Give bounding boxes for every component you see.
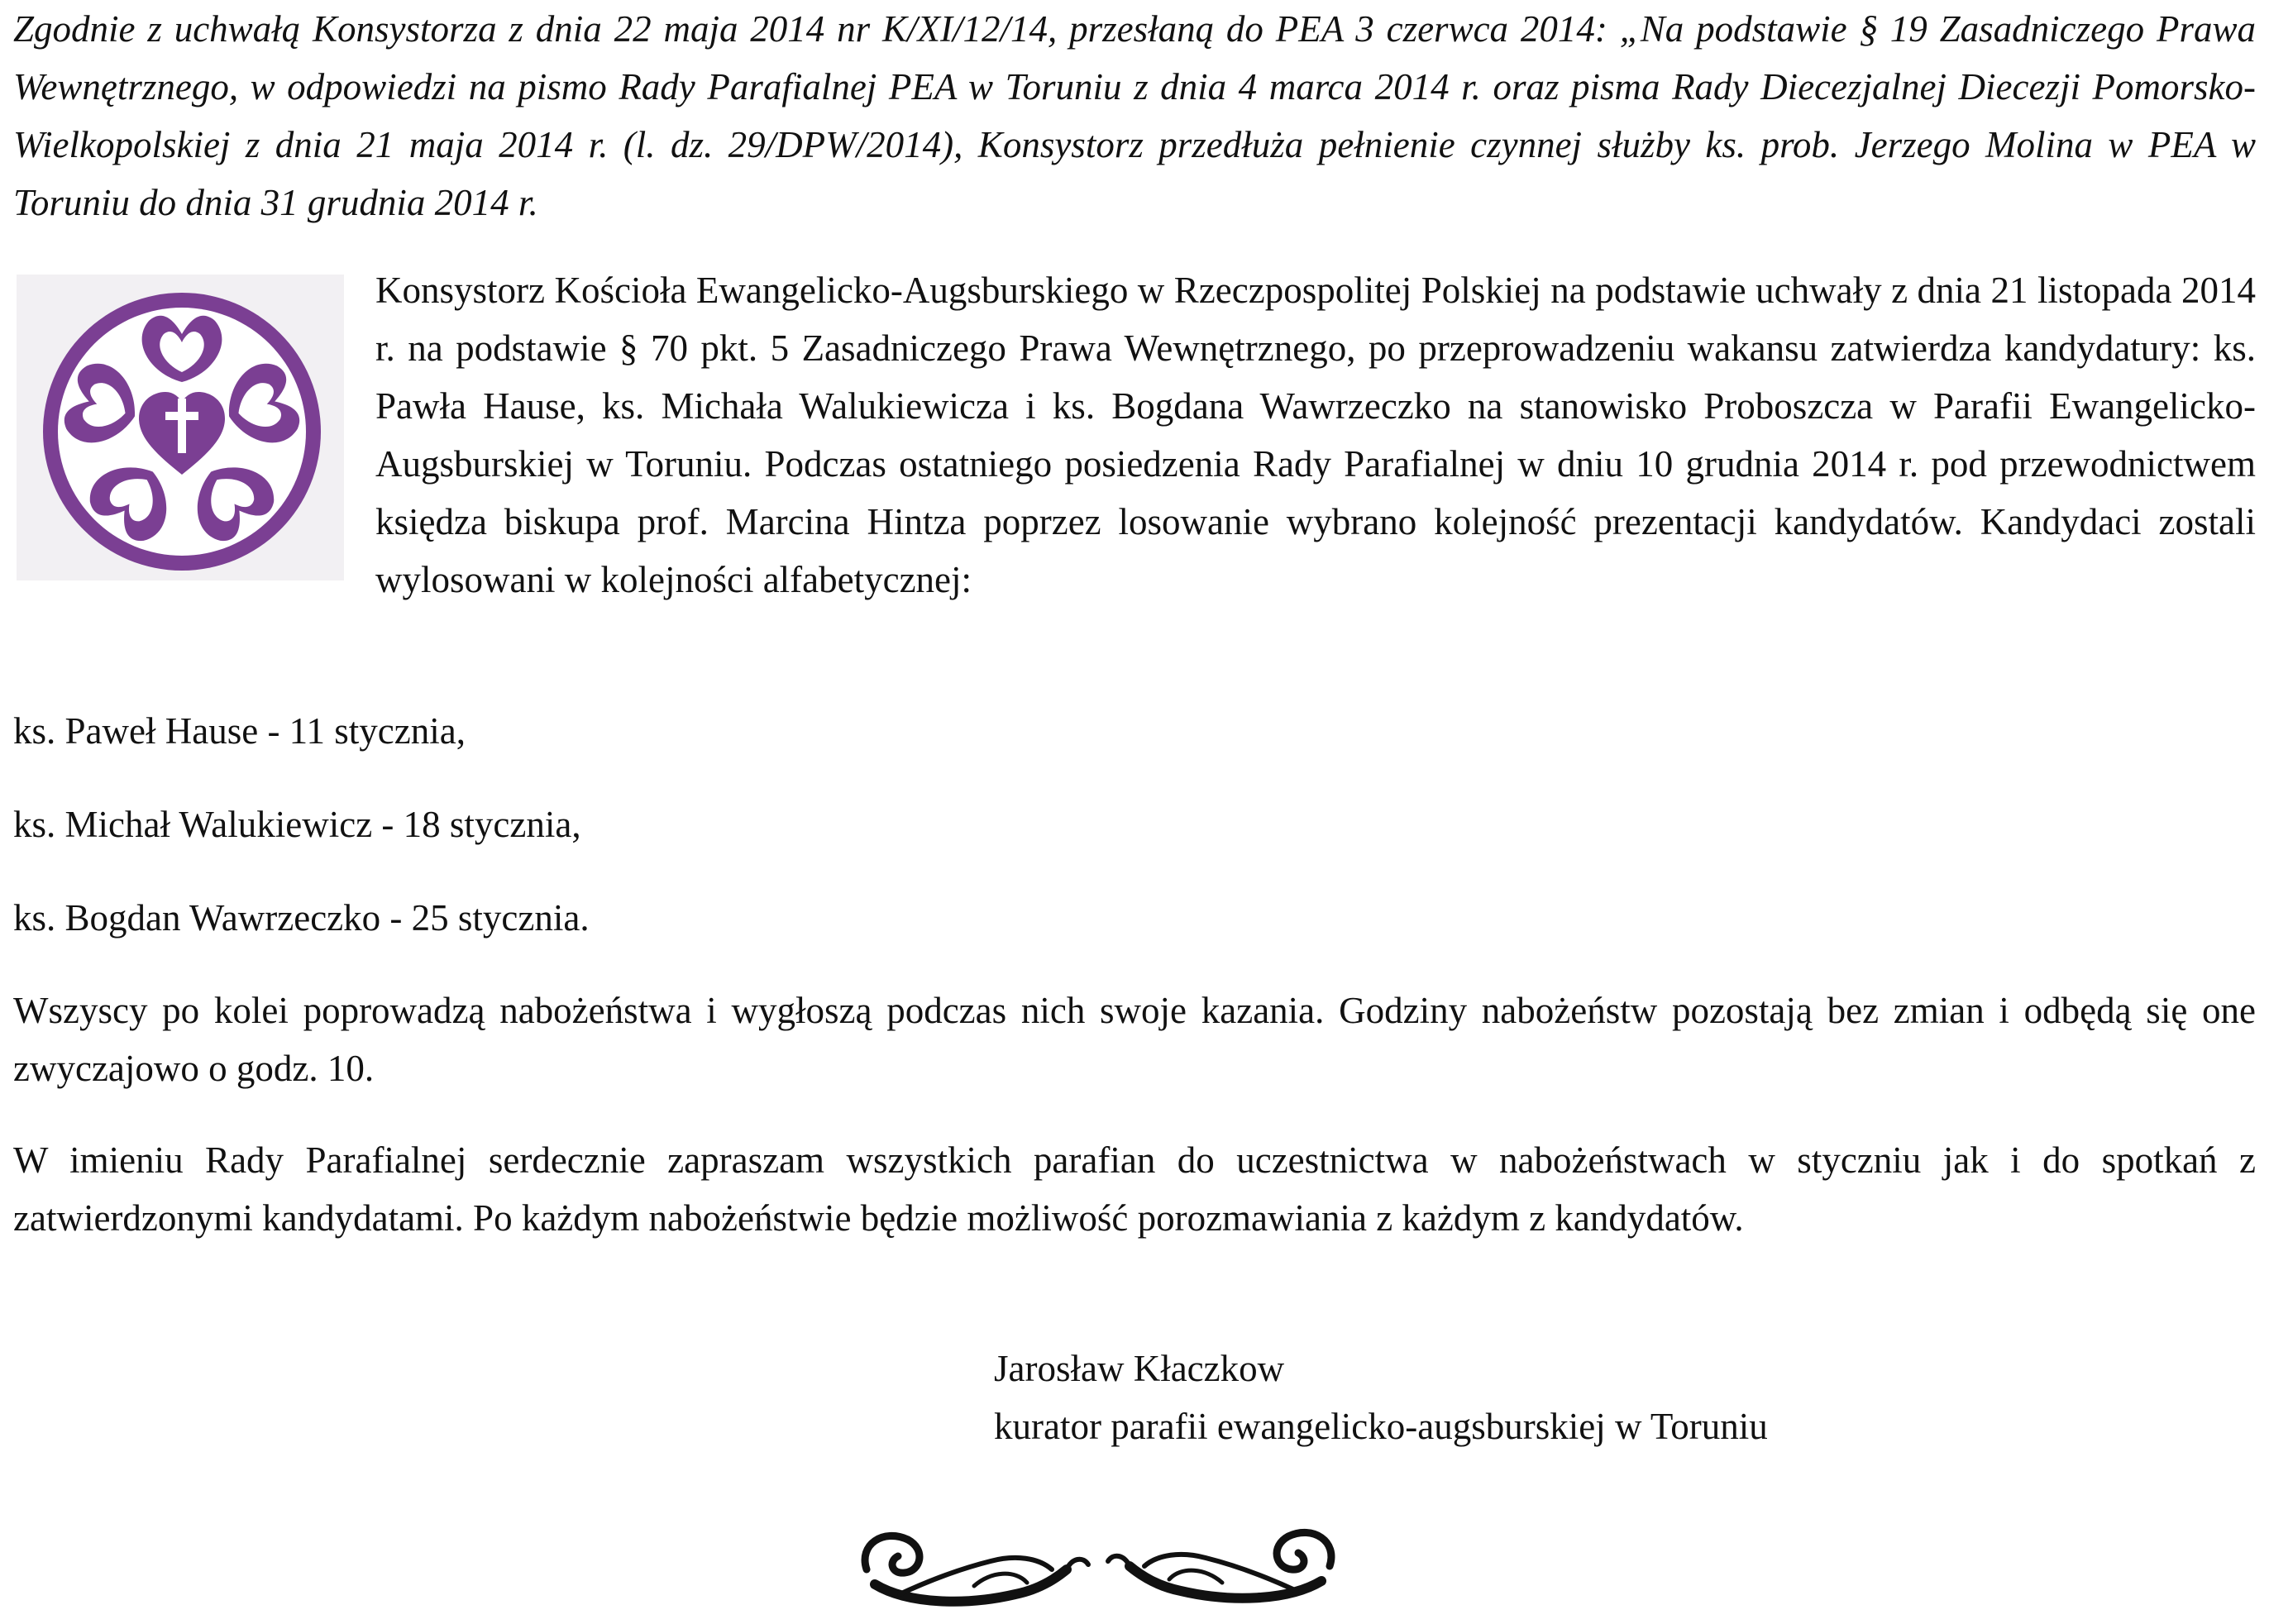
- intro-paragraph: [13, 0, 2256, 232]
- signature-name: Jarosław Kłaczkow: [994, 1348, 1285, 1389]
- document-page: [13, 0, 2256, 1624]
- intro-lead: Zgodnie z uchwałą Konsystorza z dnia 22 maja 2014 nr K/XI/12/14, przesłaną do PEA 3 czerwca 2014:: [13, 8, 1620, 50]
- candidate-item: ks. Michał Walukiewicz - 18 stycznia,: [13, 804, 581, 845]
- konsystorz-text: Konsystorz Kościoła Ewangelicko-Augsburskiego w Rzeczpospolitej Polskiej na podstawie uchwały z dnia 21 listopada 2014 r. na podstawie § 70 pkt. 5 Zasadniczego Prawa Wewnętrznego, po przeprowadzeniu wakansu zatwierdza kandydatury: ks. Pawła Hause, ks. Michała Walukiewicza i ks. Bogdana Wawrzeczko na stanowisko Proboszcza w Parafii Ewangelicko-Augsburskiej w Toruniu. Podczas ostatniego posiedzenia Rady Parafialnej w dniu 10 grudnia 2014 r. pod przewodnictwem księdza biskupa prof. Marcina Hintza poprzez losowanie wybrano kolejność prezentacji kandydatów. Kandydaci zostali wylosowani w kolejności alfabetycznej:: [375, 270, 2256, 600]
- intro-quote: „Na podstawie § 19 Zasadniczego Prawa Wewnętrznego, w odpowiedzi na pismo Rady Parafialnej PEA w Toruniu z dnia 4 marca 2014 r. oraz pisma Rady Diecezjalnej Diecezji Pomorsko-Wielkopolskiej z dnia 21 maja 2014 r. (l. dz. 29/DPW/2014), Konsystorz przedłuża pełnienie czynnej służby ks. prob. Jerzego Molina w PEA w Toruniu do dnia 31 grudnia 2014 r.: [13, 8, 2256, 223]
- signature-block: [994, 1340, 2152, 1455]
- services-paragraph: Wszyscy po kolei poprowadzą nabożeństwa i wygłoszą podczas nich swoje kazania. Godziny nabożeństw pozostają bez zmian i odbędą się one zwyczajowo o godz. 10.: [13, 990, 2256, 1089]
- candidate-item: ks. Paweł Hause - 11 stycznia,: [13, 710, 466, 752]
- konsystorz-paragraph: [13, 261, 2256, 609]
- invite-paragraph: W imieniu Rady Parafialnej serdecznie zapraszam wszystkich parafian do uczestnictwa w nabożeństwach w styczniu jak i do spotkań z zatwierdzonymi kandydatami. Po każdym nabożeństwie będzie możliwość porozmawiania z każdym z kandydatów.: [13, 1139, 2256, 1239]
- signature-role: kurator parafii ewangelicko-augsburskiej w Toruniu: [994, 1406, 1768, 1447]
- candidate-item: ks. Bogdan Wawrzeczko - 25 stycznia.: [13, 897, 590, 939]
- scroll-flourish-ornament: [850, 1512, 1346, 1624]
